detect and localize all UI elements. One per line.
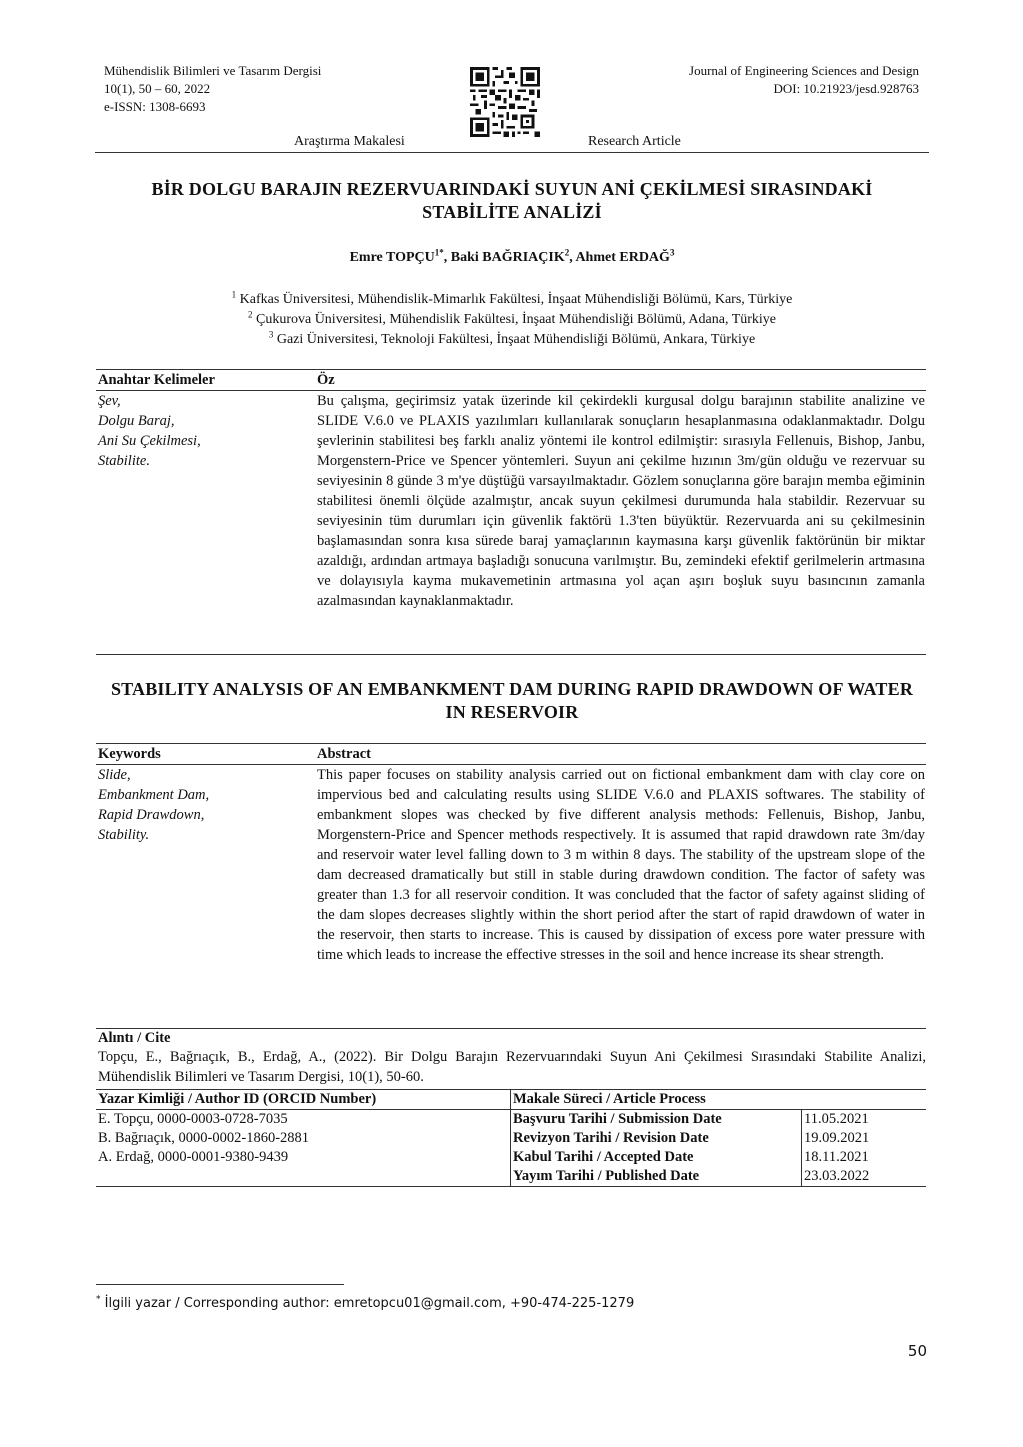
footnote-mark: * — [96, 1294, 101, 1305]
author-3: Ahmet ERDAĞ — [575, 250, 670, 265]
en-abstract-heading: Abstract — [317, 746, 371, 762]
footnote-text: İlgili yazar / Corresponding author: emretopcu01@gmail.com, +90-474-225-1279 — [104, 1296, 635, 1311]
tr-keyword: Şev, — [98, 393, 121, 409]
author-1-sup: 1* — [434, 247, 444, 258]
orcid-entry: E. Topçu, 0000-0003-0728-7035 — [98, 1111, 288, 1127]
en-keyword: Rapid Drawdown, — [98, 807, 205, 823]
en-abstract-section — [96, 743, 926, 1028]
article-type-tr: Araştırma Makalesi — [294, 134, 405, 149]
author-2: Baki BAĞRIAÇIK — [450, 250, 565, 265]
journal-header-left — [104, 62, 321, 116]
process-date: 19.09.2021 — [802, 1129, 927, 1148]
journal-name-tr: Mühendislik Bilimleri ve Tasarım Dergisi — [104, 63, 322, 78]
affiliations — [104, 290, 920, 350]
author-3-sup: 3 — [669, 247, 675, 258]
table-row — [96, 1167, 926, 1187]
tr-abstract-section — [96, 369, 926, 655]
en-section-header — [96, 743, 926, 765]
process-date: 18.11.2021 — [802, 1148, 927, 1167]
en-keywords-heading: Keywords — [98, 746, 161, 762]
tr-keyword: Dolgu Baraj, — [98, 413, 175, 429]
footnote-divider — [96, 1284, 344, 1285]
table-row — [96, 1110, 926, 1130]
author-1: Emre TOPÇU — [349, 250, 435, 265]
journal-volume: 10(1), 50 – 60, 2022 — [104, 81, 211, 96]
author-process-table — [96, 1089, 926, 1187]
en-abstract-text: This paper focuses on stability analysis carried out on fictional embankment dam with clay core on impervious bed and calculating results using SLIDE V.6.0 and PLAXIS softwares. The stability of embankment slopes was checked by five different analysis methods: Fellenuis, Bishop, Janbu, Morgenstern-Price and Spencer methods respectively. It is assumed that rapid drawdown rate 3m/day and reservoir water level falling down to 3 m within 8 days. The stability of the upstream slope of the dam decreased dramatically but still in stable during drawdown condition. The factor of safety was greater than 1.3 for all reservoir condition. It was concluded that the factor of safety against sliding of the dam slopes decreases slightly within the short period after the start of rapid drawdown of water in the reservoir, then starts to increase. This is caused by dissipation of excess pore water pressure with time which leads to increase the effective stresses in the soil and hence increase its shear strength. — [317, 767, 925, 963]
journal-doi: DOI: 10.21923/jesd.928763 — [773, 81, 919, 96]
orcid-entry: B. Bağrıaçık, 0000-0002-1860-2881 — [98, 1130, 310, 1146]
article-type-row — [95, 134, 929, 153]
tr-keyword: Stabilite. — [98, 453, 150, 469]
journal-issn: e-ISSN: 1308-6693 — [104, 99, 206, 114]
process-date: 11.05.2021 — [802, 1110, 927, 1130]
en-keyword: Slide, — [98, 767, 131, 783]
table-header-row — [96, 1090, 926, 1110]
affiliation-1 — [104, 290, 920, 310]
article-type-en: Research Article — [588, 134, 681, 149]
process-column-header: Makale Süreci / Article Process — [511, 1090, 927, 1110]
qr-code-icon — [470, 67, 540, 137]
process-date: 23.03.2022 — [802, 1167, 927, 1187]
affiliation-1-num: 1 — [231, 289, 237, 300]
tr-keywords — [98, 391, 298, 471]
footnote — [96, 1296, 634, 1311]
cite-heading: Alıntı / Cite — [96, 1028, 926, 1047]
tr-keyword: Ani Su Çekilmesi, — [98, 433, 201, 449]
author-2-sup: 2 — [564, 247, 570, 258]
journal-header-right — [689, 62, 919, 98]
affiliation-2 — [104, 310, 920, 330]
tr-section-header — [96, 369, 926, 391]
process-label: Başvuru Tarihi / Submission Date — [511, 1110, 802, 1130]
cite-text: Topçu, E., Bağrıaçık, B., Erdağ, A., (2022). Bir Dolgu Barajın Rezervuarındaki Suyun Ani Çekilmesi Sırasındaki Stabilite Analizi, Mühendislik Bilimleri ve Tasarım Dergisi, 10(1), 50-60. — [98, 1049, 926, 1085]
affiliation-3-text: Gazi Üniversitesi, Teknoloji Fakültesi, İnşaat Mühendisliği Bölümü, Ankara, Türkiye — [276, 332, 756, 347]
table-row — [96, 1129, 926, 1148]
tr-abstract-text: Bu çalışma, geçirimsiz yatak üzerinde kil çekirdekli kurgusal dolgu barajının stabilite analizine ve SLIDE V.6.0 ve PLAXIS yazılımları kullanılarak sonuçların hesaplanmasına odaklanmaktadır. Dolgu şevlerinin stabilitesi beş farklı analiz yöntemi ile kontrol edilmiştir: sırasıyla Fellenuis, Bishop, Janbu, Morgenstern-Price ve Spencer yöntemleri. Suyun ani çekilme hızının 3m/gün olduğu ve rezervuar su seviyesinin 8 günde 3 m'ye düştüğü varsayılmaktadır. Gözlem sonuçlarına göre barajın memba eğiminin stabilitesi önemli ölçüde azalmıştır, ancak suyun çekilmesi durumunda hala stabildir. Rezervuar su seviyesinin tüm durumları için güvenlik faktörü 1.3'ten büyüktür. Rezervuarda ani su çekilmesinin başlamasından sonra kısa sürede baraj yamaçlarının kaymasına karşı güvenlik faktörünün bir miktar azaldığı, ardından artmaya başladığı sonucuna varılmıştır. Bu, zemindeki efektif gerilmelerin artmasına ve dolayısıyla kayma mukavemetinin artmasına yol açan aşırı boşluk suyu basıncının zamanla azalmasından kaynaklanmaktadır. — [317, 393, 925, 609]
en-keywords — [98, 765, 298, 845]
orcid-entry: A. Erdağ, 0000-0001-9380-9439 — [98, 1149, 289, 1165]
orcid-entry — [96, 1167, 511, 1187]
en-keyword: Stability. — [98, 827, 150, 843]
title-en: STABILITY ANALYSIS OF AN EMBANKMENT DAM DURING RAPID DRAWDOWN OF WATER IN RESERVOIR — [110, 679, 914, 722]
affiliation-2-text: Çukurova Üniversitesi, Mühendislik Fakültesi, İnşaat Mühendisliği Bölümü, Adana, Türkiye — [255, 312, 777, 327]
table-row — [96, 1148, 926, 1167]
affiliation-3-num: 3 — [268, 329, 274, 340]
tr-abstract-heading: Öz — [317, 372, 335, 388]
page-number: 50 — [907, 1342, 927, 1360]
journal-name-en: Journal of Engineering Sciences and Design — [689, 63, 919, 78]
orcid-column-header: Yazar Kimliği / Author ID (ORCID Number) — [96, 1090, 511, 1110]
affiliation-2-num: 2 — [247, 309, 253, 320]
process-label: Yayım Tarihi / Published Date — [511, 1167, 802, 1187]
process-label: Revizyon Tarihi / Revision Date — [511, 1129, 802, 1148]
tr-keywords-heading: Anahtar Kelimeler — [98, 372, 215, 388]
title-tr: BİR DOLGU BARAJIN REZERVUARINDAKİ SUYUN ANİ ÇEKİLMESİ SIRASINDAKİ STABİLİTE ANALİZİ — [151, 179, 873, 222]
affiliation-1-text: Kafkas Üniversitesi, Mühendislik-Mimarlık Fakültesi, İnşaat Mühendisliği Bölümü, Kars, Türkiye — [239, 292, 793, 307]
authors: Emre $TOPÇU^{1*}$, Baki BAĞRIAÇIK$^2$, Ahmet ERDAĞ$^3$ — [349, 247, 675, 265]
process-label: Kabul Tarihi / Accepted Date — [511, 1148, 802, 1167]
en-keyword: Embankment Dam, — [98, 787, 210, 803]
affiliation-3 — [104, 330, 920, 350]
